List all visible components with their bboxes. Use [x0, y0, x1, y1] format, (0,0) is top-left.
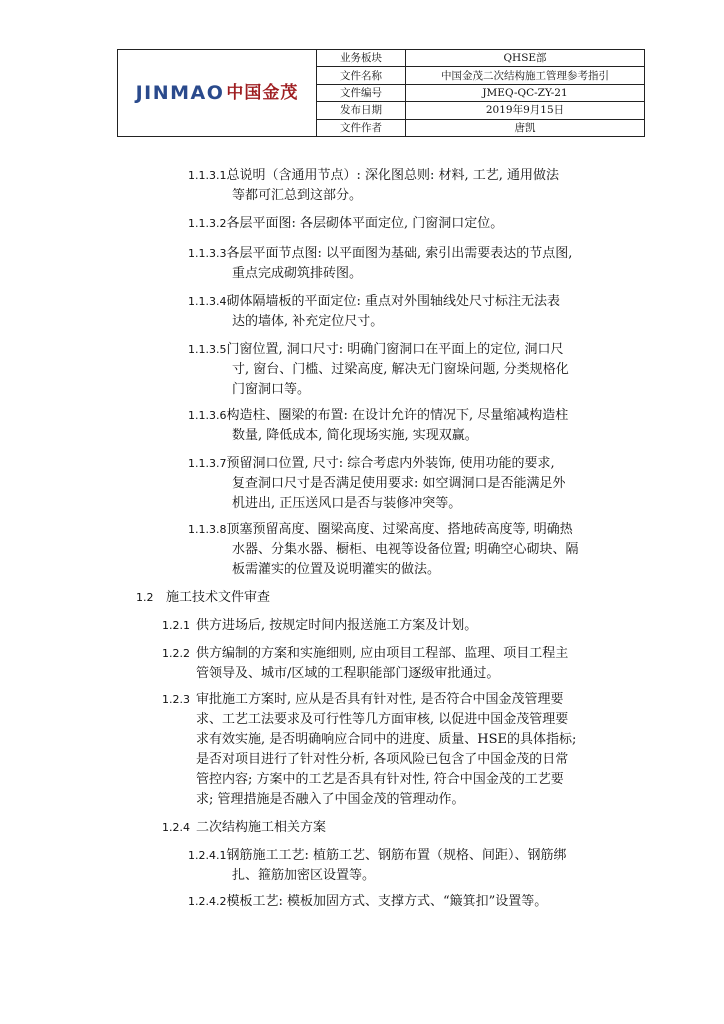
clause-text: 各层平面节点图: 以平面图为基础, 索引出需要表达的节点图,: [226, 246, 573, 261]
clause-1-1-3-1: [188, 166, 628, 206]
clause-number: 1.1.3.3: [188, 247, 227, 260]
clause-1-1-3-2: [188, 214, 628, 234]
clause-number: 1.1.3.2: [188, 217, 227, 230]
clause-text: 预留洞口位置, 尺寸: 综合考虑内外装饰, 使用功能的要求,: [226, 456, 555, 471]
clause-1-1-3-8: [188, 520, 628, 580]
clause-text: 求有效实施, 是否明确响应合同中的进度、质量、HSE的具体指标;: [196, 732, 577, 747]
section-title: 施工技术文件审查: [166, 590, 271, 605]
header-value-filename: 中国金茂二次结构施工管理参考指引: [406, 67, 645, 84]
clause-number: 1.1.3.4: [188, 295, 227, 308]
clause-text: 供方编制的方案和实施细则, 应由项目工程部、监理、项目工程主: [196, 646, 569, 661]
clause-text: 求; 管理措施是否融入了中国金茂的管理动作。: [196, 792, 465, 807]
clause-number: 1.2.1: [162, 619, 190, 632]
clause-number: 1.1.3.1: [188, 169, 227, 182]
header-label-filename: 文件名称: [317, 67, 406, 84]
header-label-author: 文件作者: [317, 119, 406, 136]
clause-text: 钢筋施工工艺: 植筋工艺、钢筋布置（规格、间距）、钢筋绑: [226, 848, 567, 863]
clause-text: 求、工艺工法要求及可行性等几方面审核, 以促进中国金茂管理要: [196, 712, 569, 727]
document-header-table: [117, 49, 645, 137]
logo-chinese-text: 中国金茂: [226, 83, 299, 103]
clause-number: 1.2.4: [162, 821, 190, 834]
logo-english-text: JINMAO: [135, 82, 225, 104]
clause-text: 数量, 降低成本, 简化现场实施, 实现双赢。: [232, 428, 478, 443]
clause-text: 门窗洞口等。: [232, 382, 311, 397]
clause-text: 顶塞预留高度、圈梁高度、过梁高度、搭地砖高度等, 明确热: [226, 522, 573, 537]
header-value-date: 2019年9月15日: [406, 102, 645, 119]
logo-cell: [118, 50, 317, 137]
clause-1-1-3-5: [188, 340, 628, 400]
clause-text: 模板工艺: 模板加固方式、支撑方式、“簸箕扣”设置等。: [226, 894, 548, 909]
header-label-fileno: 文件编号: [317, 84, 406, 101]
clause-number: 1.1.3.7: [188, 457, 227, 470]
clause-text: 复查洞口尺寸是否满足使用要求: 如空调洞口是否能满足外: [232, 476, 566, 491]
clause-number: 1.2.4.1: [188, 849, 227, 862]
clause-text: 砌体隔墙板的平面定位: 重点对外围轴线处尺寸标注无法表: [226, 294, 560, 309]
clause-number: 1.1.3.5: [188, 343, 227, 356]
clause-1-1-3-4: [188, 292, 628, 332]
clause-text: 管领导及、城市/区域的工程职能部门逐级审批通过。: [196, 666, 500, 681]
clause-1-1-3-3: [188, 244, 628, 284]
clause-text: 管控内容; 方案中的工艺是否具有针对性, 符合中国金茂的工艺要: [196, 772, 564, 787]
header-value-fileno: JMEQ-QC-ZY-21: [406, 84, 645, 101]
clause-1-2-4: [162, 818, 628, 838]
clause-text: 板需灌实的位置及说明灌实的做法。: [232, 562, 441, 577]
clause-number: 1.2.4.2: [188, 895, 227, 908]
jinmao-logo: [118, 82, 316, 104]
header-value-author: 唐凯: [406, 119, 645, 136]
header-label-business: 业务板块: [317, 50, 406, 67]
clause-text: 机进出, 正压送风口是否与装修冲突等。: [232, 496, 462, 511]
clause-text: 构造柱、圈梁的布置: 在设计允许的情况下, 尽量缩减构造柱: [226, 408, 569, 423]
clause-text: 等都可汇总到这部分。: [232, 188, 363, 203]
clause-1-1-3-7: [188, 454, 628, 514]
clause-text: 二次结构施工相关方案: [196, 820, 327, 835]
clause-text: 水器、分集水器、橱柜、电视等设备位置; 明确空心砌块、隔: [232, 542, 579, 557]
clause-1-2-2: [162, 644, 628, 684]
clause-1-1-3-6: [188, 406, 628, 446]
clause-text: 各层平面图: 各层砌体平面定位, 门窗洞口定位。: [226, 216, 504, 231]
clause-number: 1.1.3.6: [188, 409, 227, 422]
header-label-date: 发布日期: [317, 102, 406, 119]
clause-1-2-4-1: [188, 846, 628, 886]
clause-text: 达的墙体, 补充定位尺寸。: [232, 314, 384, 329]
clause-text: 扎、箍筋加密区设置等。: [232, 868, 376, 883]
clause-text: 供方进场后, 按规定时间内报送施工方案及计划。: [196, 618, 478, 633]
clause-text: 门窗位置, 洞口尺寸: 明确门窗洞口在平面上的定位, 洞口尺: [226, 342, 564, 357]
clause-number: 1.2.2: [162, 647, 190, 660]
clause-number: 1.1.3.8: [188, 523, 227, 536]
clause-number: 1.2.3: [162, 693, 190, 706]
clause-text: 总说明（含通用节点）: 深化图总则: 材料, 工艺, 通用做法: [226, 168, 560, 183]
clause-1-2-3: [162, 690, 628, 810]
clause-text: 寸, 窗台、门槛、过梁高度, 解决无门窗垛问题, 分类规格化: [232, 362, 569, 377]
clause-text: 审批施工方案时, 应从是否具有针对性, 是否符合中国金茂管理要: [196, 692, 564, 707]
section-number: 1.2: [136, 591, 154, 604]
clause-1-2-4-2: [188, 892, 628, 912]
section-1-2-heading: [136, 588, 628, 608]
clause-1-2-1: [162, 616, 628, 636]
clause-text: 是否对项目进行了针对性分析, 各项风险已包含了中国金茂的日常: [196, 752, 569, 767]
clause-text: 重点完成砌筑排砖图。: [232, 266, 363, 281]
header-value-business: QHSE部: [406, 50, 645, 67]
